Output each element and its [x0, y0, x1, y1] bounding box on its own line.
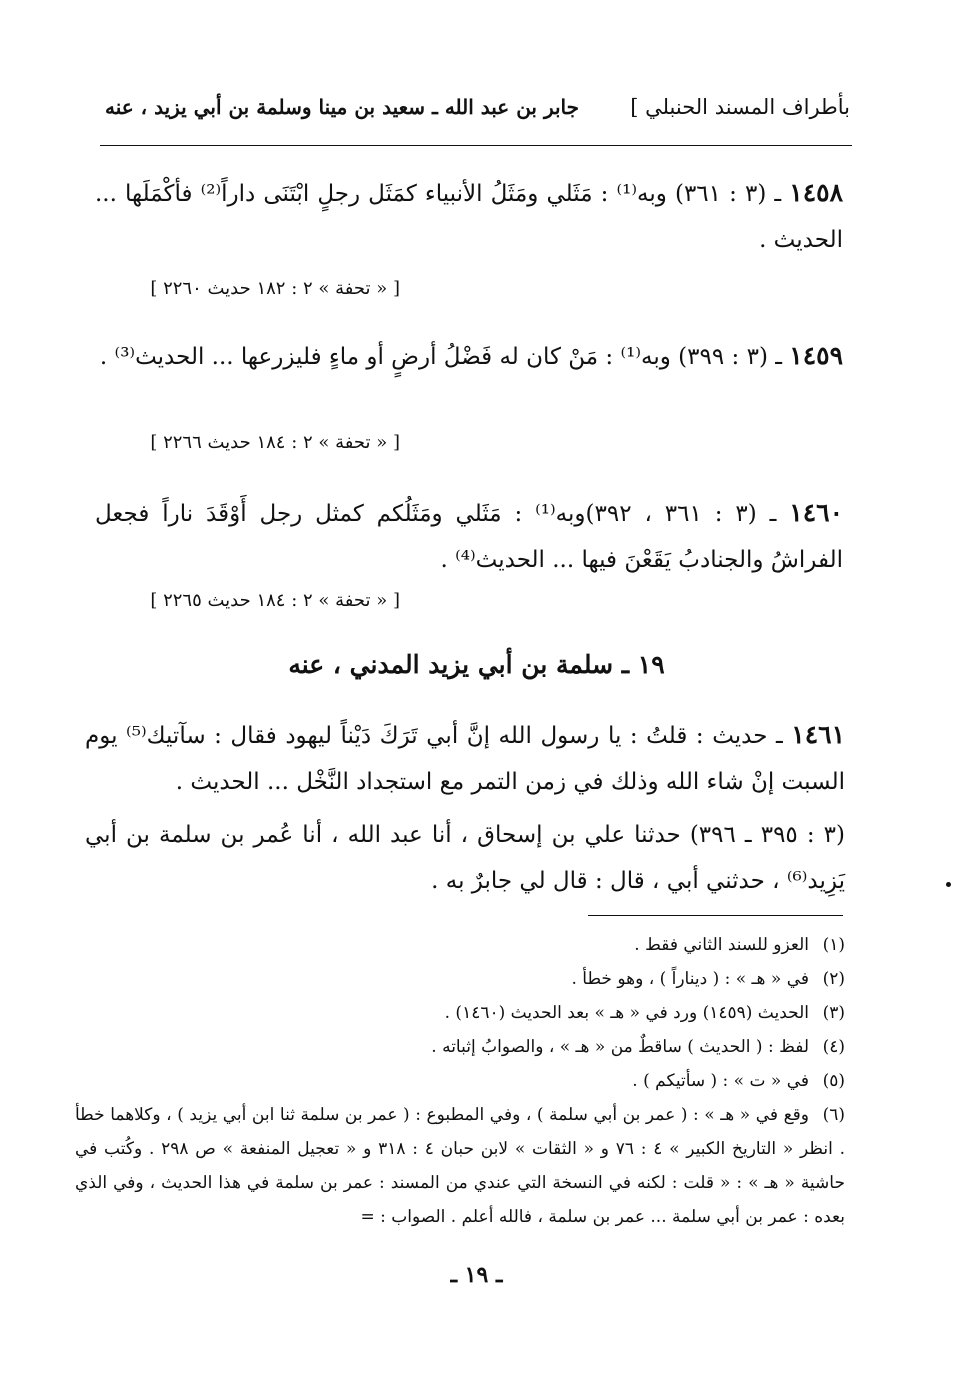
running-header: [105, 95, 850, 119]
footnote-text: في « هـ » : ( ديناراً ) ، وهو خطأ .: [571, 969, 809, 989]
header-rule: [100, 145, 852, 146]
tuhfa-reference: [ « تحفة » ٢ : ١٨٤ حديث ٢٢٦٥ ]: [150, 590, 400, 611]
footnote-number: (٢): [822, 969, 845, 989]
header-chapter-title: جابر بن عبد الله ـ سعيد بن مينا وسلمة بن أبي يزيد ، عنه: [105, 95, 580, 119]
hadith-number: ١٤٥٨: [789, 178, 843, 207]
footnote-item: [75, 1030, 845, 1064]
footnote-number: (٥): [822, 1071, 845, 1091]
footnote-text: العزو للسند الثاني فقط .: [634, 935, 809, 955]
footnote-number: (٤): [822, 1037, 845, 1057]
tuhfa-reference: [ « تحفة » ٢ : ١٨٢ حديث ٢٢٦٠ ]: [150, 278, 400, 299]
margin-mark: [946, 882, 951, 887]
footnotes: [75, 928, 845, 1234]
footnote-item: [75, 928, 845, 962]
section-title: ١٩ ـ سلمة بن أبي يزيد المدني ، عنه: [288, 650, 665, 679]
hadith-text: ـ (٣ : ٣٦١) وبه⁽¹⁾ : مَثَلي ومَثَلُ الأنبياء كمَثَل رجلٍ ابْتَنَى داراً⁽²⁾ فأكْمَلَها ... الحديث .: [95, 181, 843, 253]
hadith-number: ١٤٦٠: [789, 498, 844, 527]
hadith-number: ١٤٥٩: [789, 341, 843, 370]
hadith-1461: [85, 712, 845, 805]
footnote-item: [75, 962, 845, 996]
footnote-item: [75, 1098, 845, 1234]
hadith-text: ـ حديث : قلتُ : يا رسول الله إنَّ أبي تَرَكَ دَيْناً ليهود فقال : سآتيك⁽⁵⁾ يوم السبت إنْ شاء الله وذلك في زمن التمر مع استجداد النَّخْل ... الحديث .: [85, 723, 845, 795]
footnote-number: (١): [822, 935, 845, 955]
footnote-text: الحديث (١٤٥٩) ورد في « هـ » بعد الحديث (١٤٦٠) .: [444, 1003, 809, 1023]
hadith-text: ـ (٣ : ٣٦١ ، ٣٩٢)وبه⁽¹⁾ : مَثَلي ومَثَلُكم كمثل رجل أَوْقَدَ ناراً فجعل الفراشُ والجنادبُ يَقَعْنَ فيها ... الحديث⁽⁴⁾ .: [95, 501, 843, 573]
page-number: ـ ١٩ ـ: [450, 1262, 503, 1288]
footnote-number: (٣): [822, 1003, 845, 1023]
footnote-text: في « ت » : ( سأتيكم ) .: [632, 1071, 809, 1091]
hadith-number: ١٤٦١: [791, 720, 846, 749]
header-book-title: بأطراف المسند الحنبلي ]: [630, 95, 850, 119]
hadith-1458: [95, 170, 843, 263]
footnote-number: (٦): [822, 1105, 845, 1125]
hadith-text: ـ (٣ : ٣٩٩) وبه⁽¹⁾ : مَنْ كان له فَضْلُ أرضٍ أو ماءٍ فليزرعها ... الحديث⁽³⁾ .: [99, 344, 782, 370]
footnote-text: وقع في « هـ » : ( عمر بن أبي سلمة ) ، وفي المطبوع : ( عمر بن سلمة ثنا ابن أبي يزيد ) ، وكلاهما خطأ . انظر « التاريخ الكبير » ٤ : ٧٦ و « الثقات » لابن حبان ٤ : ٣١٨ و « تعجيل المنفعة » ص ٢٩٨ . وكُتب في حاشية « هـ » : « قلت : لكنه في النسخة التي عندي من المسند : عمر بن سلمة في هذا الحديث ، وفي الذي بعده : عمر بن أبي سلمة ... عمر بن سلمة ، فالله أعلم . الصواب : =: [75, 1105, 845, 1227]
hadith-isnad: (٣ : ٣٩٥ ـ ٣٩٦) حدثنا علي بن إسحاق ، أنا عبد الله ، أنا عُمر بن سلمة بن أبي يَزِيد⁽⁶⁾ ، حدثني أبي ، قال : قال لي جابرٌ به .: [85, 822, 845, 894]
hadith-1459: [95, 333, 843, 380]
footnote-rule: [588, 915, 843, 916]
footnote-item: [75, 996, 845, 1030]
footnote-item: [75, 1064, 845, 1098]
hadith-1460: [95, 490, 843, 583]
footnote-text: لفظ : ( الحديث ) ساقطٌ من « هـ » ، والصوابُ إثباته .: [431, 1037, 809, 1057]
tuhfa-reference: [ « تحفة » ٢ : ١٨٤ حديث ٢٢٦٦ ]: [150, 432, 400, 453]
